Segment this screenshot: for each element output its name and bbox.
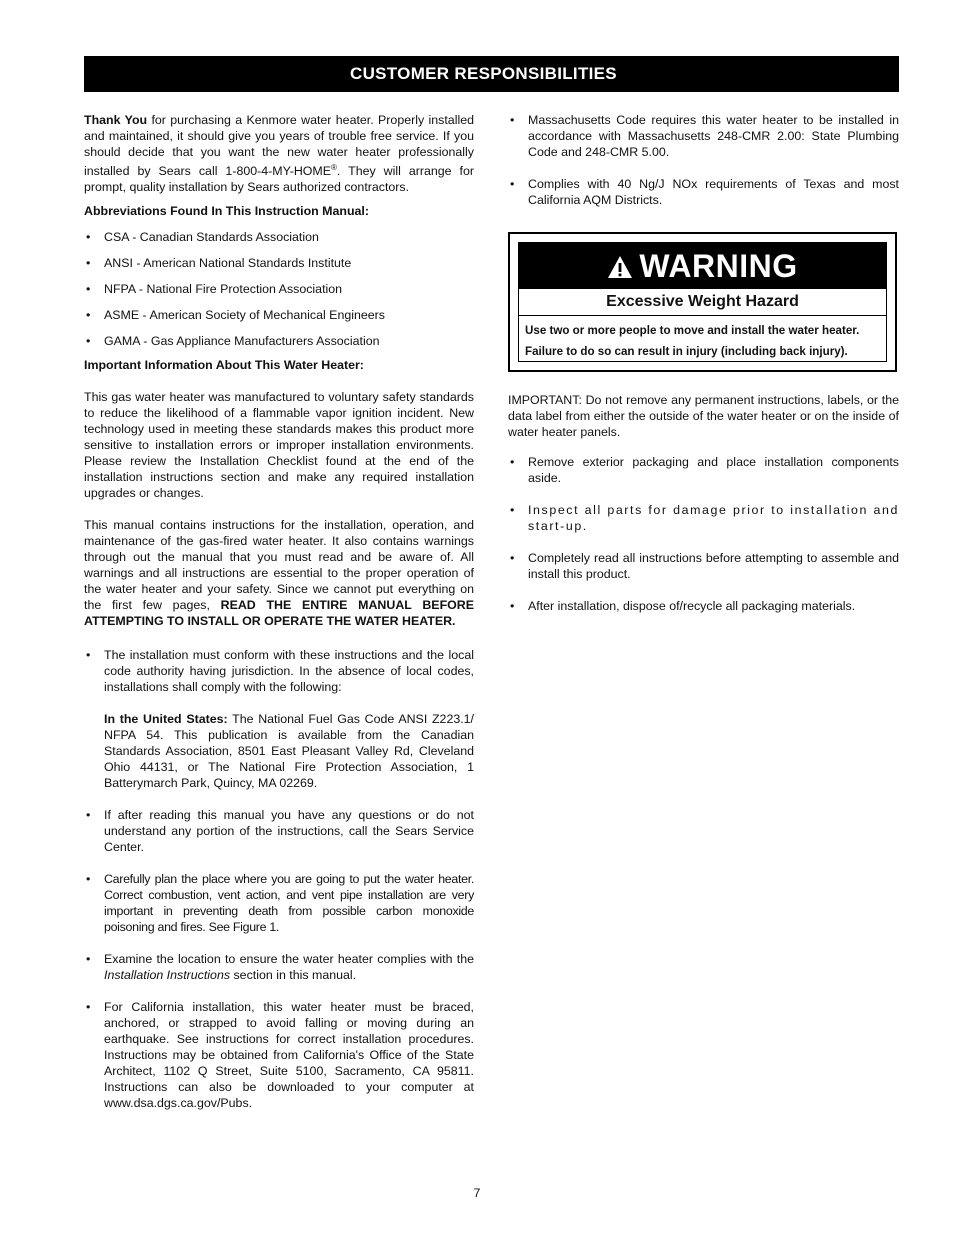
code-list <box>508 112 899 208</box>
list-item <box>84 229 474 245</box>
bullet-dot: • <box>86 648 91 663</box>
intro-text: for purchasing a Kenmore water heater. Properly installed and maintained, it should give you years of trouble free service. If you should decide that you want the new water heater professionally installed by Sears call 1-800-4-MY-HOME <box>84 113 474 179</box>
list-item <box>508 598 899 614</box>
list-item-text: Inspect all parts for damage prior to installation and start-up. <box>528 503 899 533</box>
list-item-text: ANSI - American National Standards Institute <box>104 256 352 271</box>
bullet-dot: • <box>510 113 515 127</box>
list-item <box>508 502 899 534</box>
section-banner <box>84 56 899 92</box>
list-item <box>84 951 474 983</box>
list-item <box>84 281 474 297</box>
page-number: 7 <box>473 1186 481 1200</box>
manual-paragraph-text: This manual contains instructions for the installation, operation, and maintenance of the gas-fired water heater. It also contains warnings through out the manual that you must read and be aware of. All warnings and all instructions are essential to the proper operation of the water heater and your safety. Since we cannot put everything on the first few pages, <box>84 518 474 613</box>
list-item-text: Remove exterior packaging and place installation components aside. <box>528 455 899 485</box>
left-column <box>84 112 474 1111</box>
bullet-dot: • <box>510 503 515 517</box>
warning-box-inner <box>518 242 887 362</box>
bullet-dot: • <box>86 334 91 349</box>
list-item-text: GAMA - Gas Appliance Manufacturers Association <box>104 334 380 349</box>
list-item <box>508 112 899 160</box>
list-item <box>508 454 899 486</box>
important-info-heading: Important Information About This Water Heater: <box>84 358 364 373</box>
warning-title <box>519 248 886 286</box>
warning-subtitle: Excessive Weight Hazard <box>519 289 886 316</box>
list-item-text: NFPA - National Fire Protection Association <box>104 282 343 297</box>
bullet-dot: • <box>86 1000 91 1015</box>
manual-paragraph <box>84 517 474 629</box>
list-item-text: If after reading this manual you have any questions or do not understand any portion of the instructions, call the Sears Service Center. <box>104 808 474 855</box>
warning-line: Failure to do so can result in injury (including back injury). <box>525 345 848 358</box>
list-item <box>84 647 474 695</box>
registered-mark: ® <box>331 163 337 172</box>
list-item-text: For California installation, this water heater must be braced, anchored, or strapped to avoid falling or moving during an earthquake. See instructions for correct installation procedures. Instructions may be obtained from California's Office of the State Architect, 1102 Q Street, Suite 5100, Sacramento, CA 95811. Instructions can also be downloaded to your computer at www.dsa.dgs.ca.gov/Pubs. <box>104 1000 474 1111</box>
bullet-dot: • <box>86 872 91 887</box>
warning-title-text: WARNING <box>639 248 798 284</box>
abbreviations-heading: Abbreviations Found In This Instruction Manual: <box>84 204 369 219</box>
warning-line: Use two or more people to move and install the water heater. <box>525 324 860 337</box>
united-states-bold: In the United States: <box>104 712 228 727</box>
bullet-dot: • <box>510 599 515 613</box>
bullet-dot: • <box>86 230 91 245</box>
list-item-text: Complies with 40 Ng/J NOx requirements of Texas and most California AQM Districts. <box>528 177 899 207</box>
list-item <box>84 871 474 935</box>
list-item-text: The installation must conform with these instructions and the local code authority having jurisdiction. In the absence of local codes, installations shall comply with the following: <box>104 648 474 695</box>
bullet-dot: • <box>86 256 91 271</box>
preparation-list <box>508 454 899 614</box>
list-item-text: Completely read all instructions before attempting to assemble and install this product. <box>528 551 899 581</box>
intro-bold: Thank You <box>84 113 148 127</box>
list-item <box>508 550 899 582</box>
section-title: CUSTOMER RESPONSIBILITIES <box>350 64 617 83</box>
list-item-text: CSA - Canadian Standards Association <box>104 230 319 245</box>
manual-paragraph-bold: READ THE ENTIRE MANUAL BEFORE ATTEMPTING TO INSTALL OR OPERATE THE WATER HEATER. <box>84 598 474 629</box>
list-item <box>508 176 899 208</box>
bullet-dot: • <box>510 455 515 469</box>
abbreviations-list <box>84 229 474 349</box>
important-paragraph: IMPORTANT: Do not remove any permanent instructions, labels, or the data label from either the outside of the water heater or on the inside of water heater panels. <box>508 393 899 439</box>
bullet-dot: • <box>86 282 91 297</box>
list-item-text: After installation, dispose of/recycle all packaging materials. <box>528 599 856 613</box>
warning-header <box>519 243 886 289</box>
safety-paragraph: This gas water heater was manufactured to voluntary safety standards to reduce the likelihood of a flammable vapor ignition incident. New technology used in meeting these standards makes this product more sensitive to installation errors or improper installation environments. Please review the Installation Checklist found at the end of the installation instructions section and make any required installation upgrades or changes. <box>84 390 474 501</box>
list-item-text: ASME - American Society of Mechanical Engineers <box>104 308 385 323</box>
list-item-text: Examine the location to ensure the water heater complies with the <box>104 952 474 967</box>
list-item <box>84 333 474 349</box>
list-item <box>84 999 474 1111</box>
list-item-italic: Installation Instructions <box>104 968 231 983</box>
installation-list <box>84 647 474 695</box>
warning-triangle-icon <box>607 250 633 286</box>
bullet-dot: • <box>510 551 515 565</box>
right-column <box>508 112 899 614</box>
united-states-text: The National Fuel Gas Code ANSI Z223.1/ NFPA 54. This publication is available from the Canadian Standards Association, 8501 East Pleasant Valley Rd, Cleveland Ohio 44131, or The National Fire Protection Association, 1 Batterymarch Park, Quincy, MA 02269. <box>104 712 474 791</box>
installation-list-more <box>84 807 474 1111</box>
bullet-dot: • <box>86 952 91 967</box>
list-item <box>84 307 474 323</box>
list-item <box>84 255 474 271</box>
list-item <box>84 807 474 855</box>
warning-body <box>519 316 886 362</box>
bullet-dot: • <box>86 308 91 323</box>
bullet-dot: • <box>86 808 91 823</box>
bullet-dot: • <box>510 177 515 191</box>
united-states-paragraph <box>84 711 474 791</box>
list-item-text: Carefully plan the place where you are going to put the water heater. Correct combustion, vent action, and vent pipe installation are very important in preventing death from possible carbon monoxide poisoning and fires. See Figure 1. <box>104 872 474 935</box>
list-item-text: Massachusetts Code requires this water heater to be installed in accordance with Massachusetts 248-CMR 2.00: State Plumbing Code and 248-CMR 5.00. <box>528 113 899 159</box>
intro-tail: . They will arrange for prompt, quality installation by Sears authorized contractors. <box>84 164 474 195</box>
intro-paragraph <box>84 112 474 195</box>
warning-box <box>508 232 897 372</box>
list-item-text: section in this manual. <box>230 968 357 983</box>
